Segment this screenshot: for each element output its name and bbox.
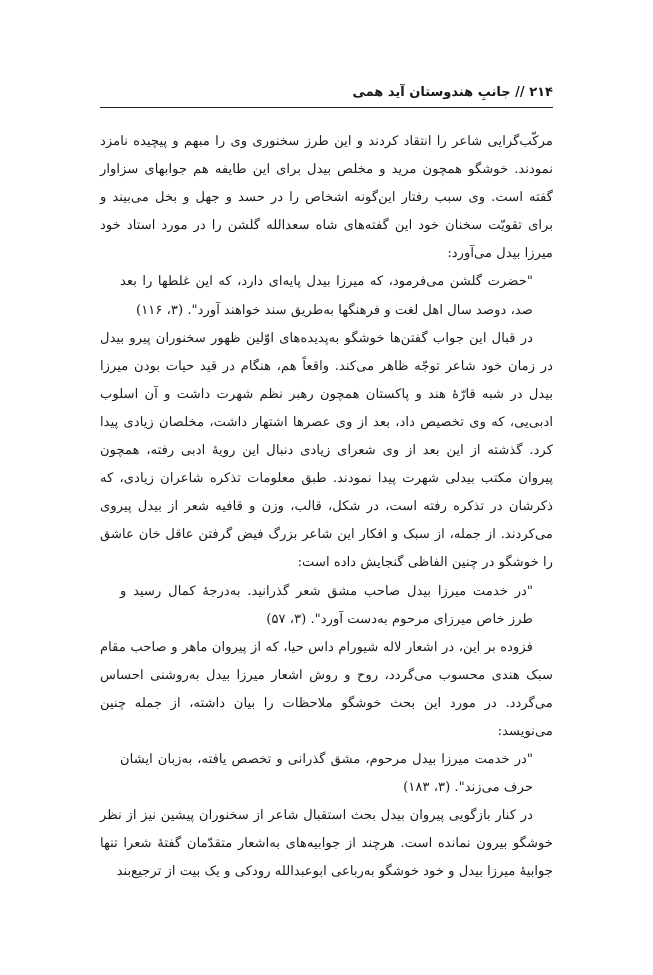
paragraph: مرکّب‌گرایی شاعر را انتقاد کردند و این طرز سخنوری وی را مبهم و پیچیده نامزد نمودند. خوشگو همچون مرید و مخلص بیدل برای این طایفه هم جوابهای سزاوار گفته است. وی سبب رفتار این‌گونه اشخاص را در حسد و جهل و بخل می‌بیند و برای تقویّت سخنان خود این گفته‌های شاه سعدالله گلشن را در مورد استاد خود میرزا بیدل می‌آورد: bbox=[100, 134, 553, 262]
paragraph: فزوده بر این، در اشعار لاله شیورام داس حیا، که از پیروان ماهر و صاحب مقام سبک هندی محسوب می‌گردد، روح و روش اشعار میرزا بیدل به‌روشنی احساس می‌گردد. در مورد این بحث خوشگو ملاحظات را بیان داشته، از جمله چنین می‌نویسد: bbox=[100, 639, 553, 739]
paragraph: در قبال این جواب گفتن‌ها خوشگو به‌پدیده‌های اوّلین ظهور سخنوران پیرو بیدل در زمان خود شاعر توجّه ظاهر می‌کند. واقعاً هم، هنگام در قید حیات بودن میرزا بیدل در شبه قارّهٔ هند و پاکستان همچون رهبر نظم شهرت داشت و آن اسلوب ادبی‌یی، که وی تخصیص داد، بعد از وی عصرها اشتهار داشت، مخلصان زیادی پیدا کرد. گذشته از این بعد از وی شعرای زیادی دنبال این رویهٔ ادبی رفته، همچون پیروان مکتب بیدلی شهرت پیدا نمودند. طبق معلومات تذکره شاعران زیادی، که ذکرشان در تذکره رفته است، در شکل، قالب، وزن و قافیه شعر از بیدل پیروی می‌کردند. از جمله، از سبک و افکار این شاعر بزرگ فیض گرفتن عاقل خان عاشق را خوشگو در چنین الفاظی گنجایش داده است: bbox=[100, 330, 553, 571]
page-number: ۲۱۴ bbox=[529, 85, 553, 100]
header-rule bbox=[100, 107, 553, 108]
header-separator: // bbox=[510, 85, 530, 100]
block-quote: "در خدمت میرزا بیدل صاحب مشق شعر گذرانید. به‌درجهٔ کمال رسید و طرز خاص میرزای مرحوم به‌دست آورد". (۳، ۵۷) bbox=[120, 583, 533, 627]
paragraph: در کنار بازگویی پیروان بیدل بحث استقبال شاعر از سخنوران پیشین نیز از نظر خوشگو بیرون نمانده است. هرچند از جوابیه‌های به‌اشعار متقدّمان گفتهٔ شعرا تنها جوابیهٔ میرزا بیدل و خود خوشگو به‌رباعی ابوعبدالله رودکی و یک بیت از ترجیع‌بند bbox=[100, 808, 553, 880]
page-body bbox=[100, 128, 553, 887]
running-header bbox=[100, 80, 553, 106]
running-title: جانبِ هندوستان آید همی bbox=[352, 85, 511, 100]
block-quote: "حضرت گلشن می‌فرمود، که میرزا بیدل پایه‌ای دارد، که این غلطها را بعد صد، دوصد سال اهل لغت و فرهنگها به‌طریق سند خواهند آورد". (۳، ۱۱۶) bbox=[120, 274, 533, 318]
block-quote: "در خدمت میرزا بیدل مرحوم، مشق گذرانی و تخصص یافته، به‌زبان ایشان حرف می‌زند". (۳، ۱۸۳) bbox=[120, 752, 533, 796]
